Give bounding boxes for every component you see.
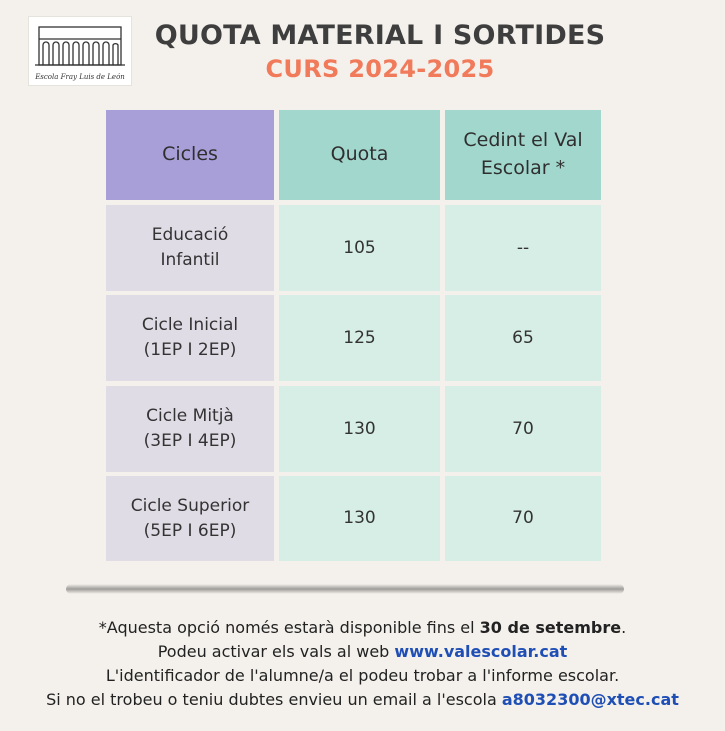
quota-cell: 130 [279,476,440,561]
note-text: *Aquesta opció només estarà disponible fins el [98,618,480,637]
logo-text: Escola Fray Luis de León [35,73,125,81]
val-cell: 70 [445,386,601,472]
cicle-line2: Infantil [160,250,220,270]
note-text: Podeu activar els vals al web [157,642,395,661]
cicle-line2: (5EP I 6EP) [143,520,237,541]
val-cell: 70 [445,476,601,561]
cicle-line1: Cicle Inicial [141,315,239,336]
note-identifier: L'identificador de l'alumne/a el podeu trobar a l'informe escolar. [105,666,620,685]
cicle-line2: (1EP I 2EP) [143,340,237,360]
cicle-line1: Cicle Mitjà [146,406,234,427]
quota-cell: 125 [279,295,440,381]
cicle-line1: Educació [151,225,229,246]
header-cicles: Cicles [106,110,274,200]
note-contact [0,690,725,709]
cicle-cell [106,476,274,561]
page-subtitle: CURS 2024-2025 [265,55,495,83]
quota-cell: 105 [279,205,440,291]
quota-cell: 130 [279,386,440,472]
note-text: Si no el trobeu o teniu dubtes envieu un email a l'escola [46,690,502,709]
val-cell: -- [445,205,601,291]
header-quota: Quota [279,110,440,200]
school-logo [28,16,132,86]
school-building-icon [29,17,131,73]
email-link[interactable]: a8032300@xtec.cat [501,690,679,709]
header-val-escolar: Cedint el Val Escolar * [445,110,601,200]
cicle-cell [106,295,274,381]
divider-shadow [66,584,624,594]
note-availability [0,618,725,637]
valescolar-link[interactable]: www.valescolar.cat [394,642,568,661]
cicle-line2: (3EP I 4EP) [143,431,237,451]
note-text: . [621,618,627,637]
note-activate [0,642,725,661]
cicle-cell [106,386,274,472]
deadline-date: 30 de setembre [479,618,622,637]
page-title: QUOTA MATERIAL I SORTIDES [154,20,606,51]
cicle-cell [106,205,274,291]
val-cell: 65 [445,295,601,381]
cicle-line1: Cicle Superior [130,495,250,516]
